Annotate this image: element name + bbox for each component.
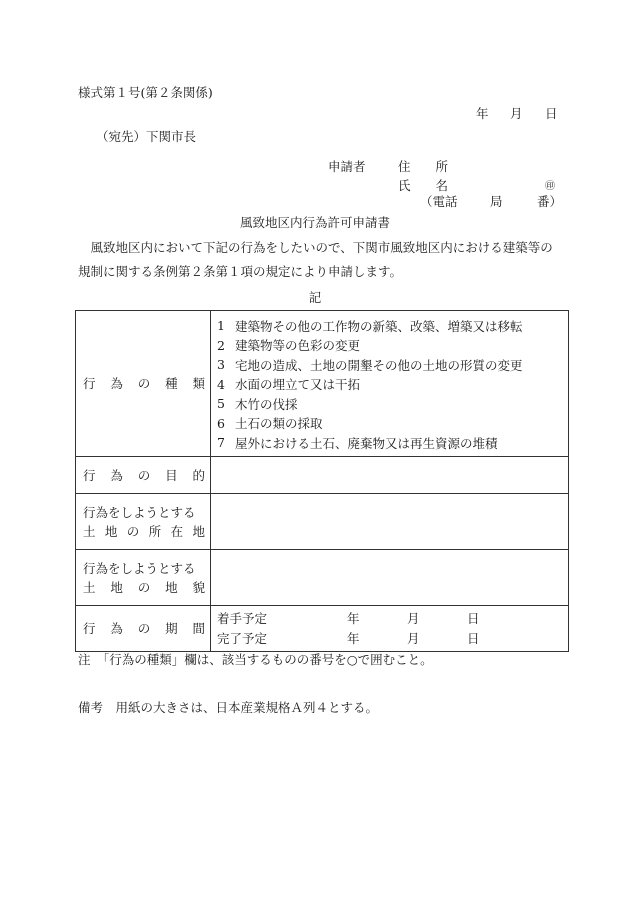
location-field[interactable] [211,493,569,549]
act-type-text: 水面の埋立て又は干拓 [235,377,361,393]
application-statement: 風致地区内において下記の行為をしたいので、下関市風致地区内における建築等の規制に関する条例第２条第１項の規定により申請します。 [78,240,553,279]
act-type-text: 屋外における土石、廃棄物又は再生資源の堆積 [235,435,498,451]
tel-open: （電話 [420,194,458,209]
label-char: 為 [110,376,123,392]
label-char: 類 [192,376,205,392]
recipient: （宛先）下関市長 [96,129,197,144]
label-char: の [137,621,151,636]
act-type-number: 3 [217,357,225,373]
act-type-text: 宅地の造成、土地の開墾その他の土地の形質の変更 [235,357,523,373]
label-char: 土 [83,579,96,595]
label-char: 目 [165,467,178,483]
address-label: 住 所 [398,159,449,174]
purpose-field[interactable] [211,456,569,493]
ki-heading: 記 [308,290,322,305]
label-char: 在 [170,523,184,539]
label-char: の [137,467,151,483]
label-char: 行 [83,621,96,636]
location-label [76,493,211,549]
remarks: 備考 用紙の大きさは、日本産業規格Ａ列４とする。 [78,700,379,715]
date-year: 年 [476,106,489,121]
row-location [76,493,569,549]
act-type-number: 2 [217,337,225,353]
act-type-item[interactable] [211,316,568,336]
act-type-text: 建築物等の色彩の変更 [235,338,361,354]
note: 注 「行為の種類」欄は、該当するものの番号を○で囲むこと。 [78,652,433,667]
start-day: 日 [467,611,480,626]
label-char: 期 [165,621,178,636]
label-char: 地 [110,579,123,595]
landform-field[interactable] [211,549,569,605]
label-char: 土 [83,523,96,539]
act-type-item[interactable] [211,375,568,395]
document-title: 風致地区内行為許可申請書 [239,215,390,230]
end-year: 年 [347,631,360,646]
label-char: 地 [192,523,205,539]
act-type-text: 木竹の伐採 [235,396,298,412]
label-char: 行 [83,376,96,392]
period-field[interactable] [211,605,569,651]
name-label: 氏 名 [398,178,449,193]
end-day: 日 [467,631,480,646]
label-char: 為 [110,467,123,483]
label-char: 地 [165,579,178,595]
applicant-label: 申請者 [328,159,366,174]
label-char: 地 [104,523,118,539]
seal-mark: ㊞ [545,181,555,192]
form-number: 様式第１号(第２条関係) [78,85,213,100]
act-type-number: 7 [217,435,225,451]
label-char: 貌 [192,579,205,595]
date-day: 日 [545,106,558,121]
tel-number: 番） [537,194,563,209]
period-label [76,605,211,651]
date-month: 月 [510,106,523,121]
act-type-label [76,311,211,457]
label-char: 所 [148,523,162,539]
start-month: 月 [407,611,420,626]
act-type-number: 5 [217,396,225,412]
end-row [211,628,568,648]
label-char: の [137,579,151,595]
act-type-number: 6 [217,415,225,431]
end-month: 月 [407,631,420,646]
start-row [211,608,568,628]
act-type-text: 土石の類の採取 [235,416,323,432]
end-label: 完了予定 [217,631,268,646]
row-period [76,605,569,651]
label-char: 行 [83,467,96,483]
act-type-number: 4 [217,376,225,392]
act-type-list [211,311,569,457]
label-char: の [126,523,140,539]
start-label: 着手予定 [217,611,268,626]
row-landform [76,549,569,605]
row-act-type [76,311,569,457]
label-char: 為 [110,621,123,636]
label-char: 的 [192,467,205,483]
landform-label-line1: 行為をしようとする [83,560,196,576]
landform-label [76,549,211,605]
purpose-label [76,456,211,493]
row-purpose [76,456,569,493]
application-table [75,310,569,652]
label-char: の [137,376,151,392]
start-year: 年 [347,611,360,626]
act-type-item[interactable] [211,355,568,375]
act-type-item[interactable] [211,336,568,356]
act-type-number: 1 [217,318,225,334]
label-char: 種 [165,376,178,392]
location-label-line1: 行為をしようとする [83,504,196,520]
label-char: 間 [192,621,205,636]
tel-exchange: 局 [490,194,503,209]
act-type-item[interactable] [211,433,568,453]
act-type-text: 建築物その他の工作物の新築、改築、増築又は移転 [235,318,523,334]
act-type-item[interactable] [211,394,568,414]
act-type-item[interactable] [211,414,568,434]
